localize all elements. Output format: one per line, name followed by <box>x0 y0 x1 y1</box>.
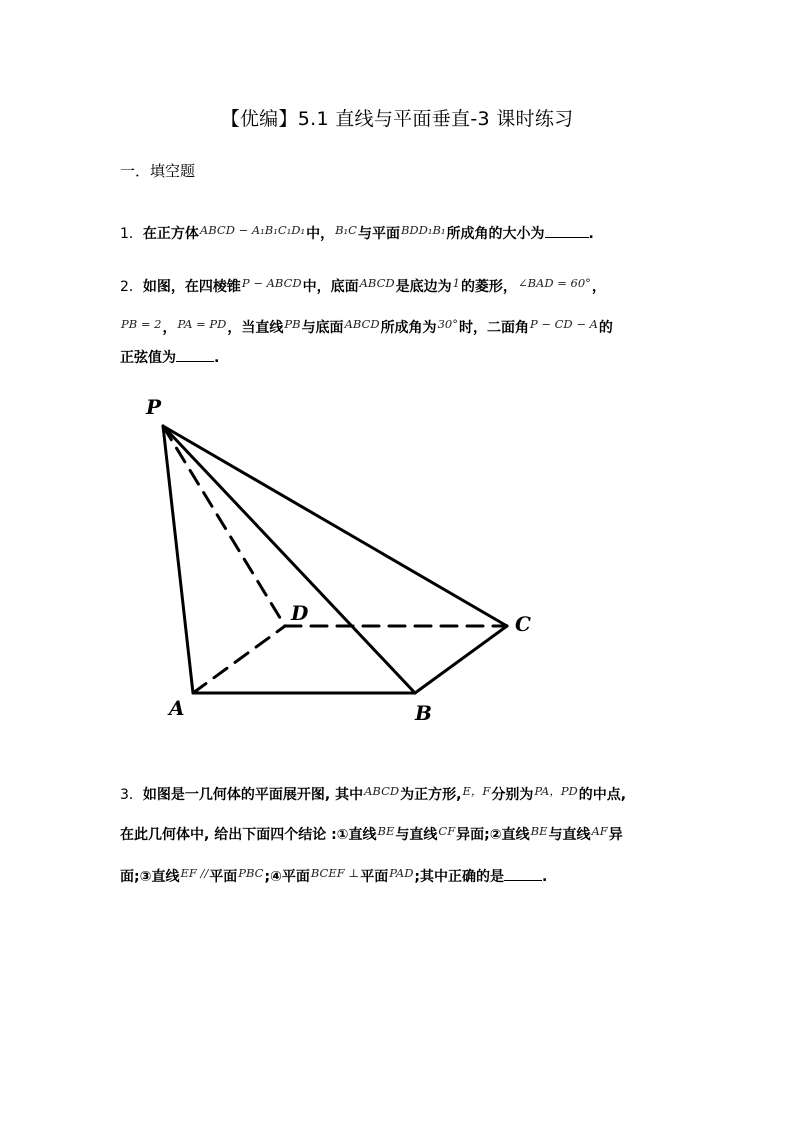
q3-text: 异面;②直线 <box>456 827 530 843</box>
q3-math: EF // <box>180 866 209 880</box>
q3-text: ;其中正确的是 <box>414 869 505 885</box>
question-number: 1． <box>120 226 143 242</box>
q2-math: ∠BAD = 60° <box>517 276 591 290</box>
q3-text: 与直线 <box>395 827 438 843</box>
q3-text: 的中点, <box>578 787 627 803</box>
q1-text: 与平面 <box>357 226 400 242</box>
q3-math: BCEF ⊥ <box>310 866 360 880</box>
q3-math: BE <box>530 824 548 838</box>
q2-text: 的菱形， <box>460 279 517 295</box>
q3-text: . <box>542 869 548 885</box>
q2-text: . <box>214 350 220 366</box>
answer-blank[interactable] <box>504 868 542 881</box>
q2-math: P − CD − A <box>529 317 598 331</box>
q3-text: 分别为 <box>491 787 534 803</box>
question-3-line-3 <box>120 866 547 886</box>
q1-text: 所成角的大小为 <box>446 226 545 242</box>
q2-math: PA = PD <box>177 317 227 331</box>
q3-text: 在此几何体中, 给出下面四个结论 :①直线 <box>120 827 377 843</box>
edge-pc <box>163 426 507 626</box>
q2-text: 中，底面 <box>302 279 359 295</box>
q2-text: ， <box>591 279 606 295</box>
vertex-label-a: A <box>169 696 185 720</box>
q1-text: . <box>588 226 594 242</box>
q3-math: AF <box>591 824 608 838</box>
question-number: 3． <box>120 787 143 803</box>
vertex-label-p: P <box>146 395 162 419</box>
q2-math: PB = 2 <box>121 317 162 331</box>
q1-text: 在正方体 <box>142 226 199 242</box>
edge-pa <box>163 426 193 693</box>
q2-text: 与底面 <box>301 320 344 336</box>
q3-text: 为正方形, <box>400 787 462 803</box>
q2-math: ABCD <box>359 276 395 290</box>
q2-math: PB <box>284 317 301 331</box>
q2-text: 如图，在四棱锥 <box>142 279 241 295</box>
question-3-line-1 <box>120 784 626 804</box>
q3-text: 与直线 <box>548 827 591 843</box>
q3-text: 异 <box>608 827 623 843</box>
vertex-label-d: D <box>291 601 309 625</box>
q3-math: PA，PD <box>534 784 578 798</box>
q2-math: P − ABCD <box>241 276 302 290</box>
q3-math: PAD <box>389 866 414 880</box>
edge-ad-hidden <box>193 626 285 693</box>
q3-text: 如图是一几何体的平面展开图, 其中 <box>142 787 364 803</box>
q3-math: BE <box>377 824 395 838</box>
page-title: 【优编】5.1 直线与平面垂直-3 课时练习 <box>220 108 574 130</box>
vertex-label-c: C <box>515 612 531 636</box>
q2-text: 的 <box>598 320 613 336</box>
question-3-line-2 <box>120 824 623 844</box>
q2-text: ，当直线 <box>227 320 284 336</box>
q3-text: 面;③直线 <box>120 869 180 885</box>
q2-math: ABCD <box>344 317 380 331</box>
q3-math: E，F <box>462 784 491 798</box>
q1-text: 中， <box>306 226 335 242</box>
q3-text: ;④平面 <box>264 869 310 885</box>
q3-math: PBC <box>238 866 264 880</box>
q1-math-line: B₁C <box>335 223 357 237</box>
q2-text: 是底边为 <box>395 279 452 295</box>
q2-math: 1 <box>452 276 460 290</box>
q1-math-plane: BDD₁B₁ <box>400 223 446 237</box>
edge-bc <box>415 626 507 693</box>
q2-text: ， <box>162 320 177 336</box>
q1-math-cube: ABCD − A₁B₁C₁D₁ <box>199 223 306 237</box>
q2-text: 正弦值为 <box>120 350 176 366</box>
question-number: 2． <box>120 279 143 295</box>
vertex-label-b: B <box>415 701 432 725</box>
q3-math: CF <box>438 824 456 838</box>
q3-text: 平面 <box>360 869 389 885</box>
q3-math: ABCD <box>364 784 400 798</box>
section-heading: 一．填空题 <box>120 162 196 180</box>
q2-text: 所成角为 <box>380 320 437 336</box>
q3-text: 平面 <box>209 869 238 885</box>
q2-math: 30° <box>437 317 458 331</box>
q2-text: 时，二面角 <box>458 320 529 336</box>
edge-pb <box>163 426 415 693</box>
